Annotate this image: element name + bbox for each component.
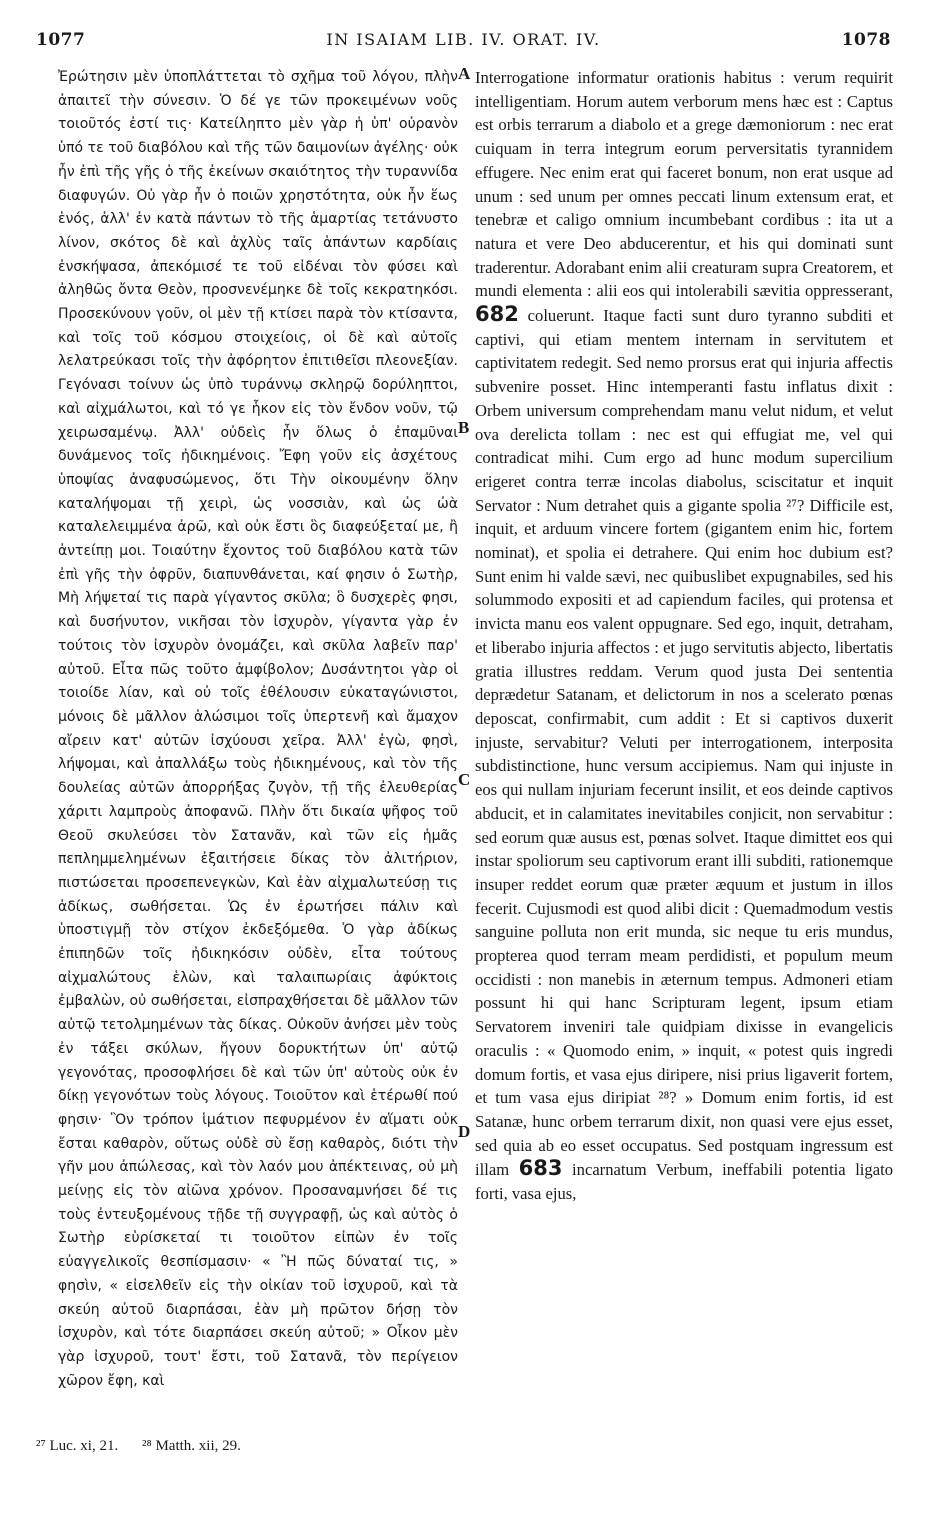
- margin-letter-b: B: [458, 418, 470, 437]
- latin-paragraph: [475, 66, 893, 1206]
- margin-letter-a: A: [458, 64, 471, 83]
- margin-letter-c: C: [458, 770, 471, 789]
- column-marker-683: 683: [518, 1156, 563, 1181]
- greek-column: [58, 66, 458, 1393]
- greek-paragraph: Ἐρώτησιν μὲν ὑποπλάττεται τὸ σχῆμα τοῦ λόγου, πλὴν ἀπαιτεῖ τὴν σύνεσιν. Ὁ δέ γε τῶν προκειμένων νοῦς τοιοῦτός ἐστί τις· Κατείληπτο μὲν γὰρ ἡ ὑπ' οὐρανὸν ὑπό τε τοῦ διαβόλου καὶ τῆς τῶν δαιμονίων ἀγέλης· οὐκ ἦν ἐπὶ τῆς γῆς ὁ τῆς ἐκείνων σκαιότητος τὴν τυραννίδα διαφυγών. Οὐ γὰρ ἦν ὁ ποιῶν χρηστότητα, οὐκ ἦν ἕως ἑνός, ἀλλ' ἐν κατὰ πάντων τὸ τῆς ἁμαρτίας τετάνυστο λίνον, σκότος δὲ καὶ ἀχλὺς ταῖς ἁπάντων καρδίαις ἐνσκήψασα, ἀπεκόμισέ τε τοῦ εἰδέναι τὸν φύσει καὶ ἀληθῶς ὄντα Θεὸν, προσνενέμηκε δὲ τοῖς κεκρατηκόσι. Προσεκύνουν γοῦν, οἱ μὲν τῇ κτίσει παρὰ τὸν κτίσαντα, καὶ τοῖς τοῦ κόσμου στοιχείοις, οἱ δὲ καὶ αὐτοῖς λελατρεύκασι τοῖς τὴν ἀφόρητον ἐπιτιθεῖσι πλεονεξίαν. Γεγόνασι τοίνυν ὡς ὑπὸ τυράννῳ σκληρῷ δορύληπτοι, καὶ αἰχμάλωτοι, καὶ τό γε ἧκον εἰς τὸν ἔνδον νοῦν, τῷ χειρωσαμένῳ. Ἀλλ' οὐδεὶς ἦν ὅλως ὁ ἐπαμῦναι δυνάμενος τοῖς ἠδικημένοις. Ἔφη γοῦν εἰς ἀσχέτους ὑποψίας ἀναφυσώμενος, ὅτι Τὴν οἰκουμένην ὅλην καταλήψομαι τῇ χειρὶ, ὡς νοσσιὰν, καὶ ὡς ὠὰ καταλελειμμένα ἀρῶ, καὶ οὐκ ἔστι ὃς διαφεύξεταί με, ἢ ἀντείπῃ μοι. Τοιαύτην ἔχοντος τοῦ διαβόλου κατὰ τῶν ἐπὶ γῆς τὴν ὀφρῦν, διαπυνθάνεται, καί φησιν ὁ Σωτὴρ, Μὴ λήψεταί τις παρὰ γίγαντος σκῦλα; ὃ δυσχερὲς φησι, καὶ δυσήνυτον, νικῆσαι τὸν ἰσχυρὸν, γίγαντα γὰρ ἐν τούτοις τὸν ἰσχυρὸν ὀνομάζει, καὶ σκῦλα λαβεῖν παρ' αὐτοῦ. Εἶτα πῶς τοῦτο ἀμφίβολον; Δυσάντητοι γὰρ οἱ τοιοίδε λίαν, καὶ οὐ τοῖς ἐθέλουσιν εὐκαταγώνιστοι, μόνοις δὲ μᾶλλον ἁλώσιμοι τοῖς ὑπερτενῆ καὶ ἄμαχον αἴρειν κατ' αὐτῶν ἰσχύουσι χεῖρα. Ἀλλ' ἐγὼ, φησὶ, λήψομαι, καὶ ἀπαλλάξω τοὺς ἠδικημένους, καὶ τὸν τῆς δουλείας αὐτῶν ἀπορρήξας ζυγὸν, τῇ τῆς ἐλευθερίας χάριτι λαμπροὺς ἀποφανῶ. Πλὴν ὅτι δικαία ψῆφος τοῦ Θεοῦ σκυλεύσει τὸν Σατανᾶν, καὶ τῶν εἰς ἡμᾶς πεπλημμελημένων ἐξαιτήσειε δίκας τὸν ἀλιτήριον, πιστώσεται προσεπενεγκὼν, Καὶ ἐὰν αἰχμαλωτεύσῃ τις ἀδίκως, σωθήσεται. Ὡς ἐν ἐρωτήσει πάλιν καὶ ὑποστιγμῇ τὸν στίχον ἐκδεξόμεθα. Ὁ γὰρ ἀδίκως ἐπιπηδῶν τοῖς ἠδικηκόσιν οὐδὲν, εἶτα τούτους αἰχμαλώτους ἑλὼν, καὶ ταλαιπωρίαις ἀφύκτοις ἐμβαλὼν, οὐ σωθήσεται, εἰσπραχθήσεται δὲ μᾶλλον τῶν αὐτῷ τετολμημένων τὰς δίκας. Οὐκοῦν ἀνήσει μὲν τοὺς ἐν τάξει σκύλων, ἤγουν δορυκτήτων ὑπ' αὐτῷ γεγονότας, προσοφλήσει δὲ καὶ τῶν ὑπ' αὐτοὺς οὐκ ἐν δίκῃ γεγονότων τοὺς λόγους. Τοιοῦτον καὶ ἑτέρωθί πού φησιν· Ὃν τρόπον ἱμάτιον πεφυρμένον ἐν αἵματι οὐκ ἔσται καθαρὸν, οὕτως οὐδὲ σὺ ἔσῃ καθαρὸς, διότι τὴν γῆν μου ἀπώλεσας, καὶ τὸν λαόν μου ἀπέκτεινας, οὐ μὴ μείνῃς εἰς τὸν αἰῶνα χρόνον. Προσαναμνήσει δέ τις τοὺς ἐντευξομένους τῇδε τῇ συγγραφῇ, ὡς καὶ αὐτὸς ὁ Σωτὴρ εὑρίσκεταί τι τοιοῦτον εἰπὼν ἐν τοῖς εὐαγγελικοῖς θεσπίσμασιν· « Ἢ πῶς δύναταί τις, » φησὶν, « εἰσελθεῖν εἰς τὴν οἰκίαν τοῦ ἰσχυροῦ, καὶ τὰ σκεύη αὐτοῦ διαρπάσαι, ἐὰν μὴ πρῶτον δήσῃ τὸν ἰσχυρὸν, καὶ τότε διαρπάσει σκεύη αὐτοῦ; » Οἶκον μὲν γὰρ ἰσχυροῦ, τουτ' ἔστι, τοῦ Σατανᾶ, τὸν περίγειον χῶρον ἔφη, καὶ: [58, 69, 458, 1389]
- running-title: IN ISAIAM LIB. IV. ORAT. IV.: [326, 30, 601, 49]
- latin-column: [475, 66, 893, 1206]
- footnotes: [36, 1438, 261, 1455]
- left-page-number: 1077: [36, 30, 86, 50]
- latin-text-2: coluerunt. Itaque facti sunt duro tyranno subditi et captivi, qui etiam mentem internam in servitutem et captivitatem redegit. Sed nemo prorsus erat qui injuria affectis subvenire posset. Hinc intemperanti fastu inflatus dixit : Orbem universum comprehendam manu velut nidum, et velut ova derelicta tollam : nec est qui effugiat me, vel qui contradicat mihi. Cum ergo ad hunc modum supercilium erigeret contra terræ incolas diabolus, sciscitatur et inquit Servator : Num detrahet quis a gigante spolia ²⁷? Difficile est, inquit, et arduum vincere fortem (gigantem enim hic, fortem nominat), et spolia ei detrahere. Qui enim hoc dubium est? Sunt enim hi valde sævi, nec quibuslibet expugnabiles, sed his solummodo expositi et ad capiendum faciles, qui protensa et invicta manu eos valent oppugnare. Sed ego, inquit, detraham, et liberabo injuria affectos : et jugo servitutis abjecto, libertatis gratia illustres reddam. Verum quod justa Dei sententia deprædetur Satanam, et delictorum in nos a scelerato pœnas deposcat, confirmabit, cum addit : Et si captivos duxerit injuste, servabitur? Veluti per interrogationem, interposita subdistinctione, hunc versum accipiemus. Nam qui injuste in eos qui nullam injuriam fecerunt insilit, et eos deinde captivos abducit, et in calamitates inevitabiles conjicit, non servabitur : sed eorum quæ ausus est, pœnas solvet. Itaque dimittet eos qui instar spoliorum seu captivorum erant illi subditi, rationemque insuper reddet eorum quæ præter æquum et justum in illos fecerit. Cujusmodi est quod alibi dicit : Quemadmodum vestis sanguine polluta non erit munda, sic neque tu eris mundus, propterea quod terram meam perdidisti, et populum meum occidisti : non manebis in æternum tempus. Admoneri etiam possunt hi qui hanc Scripturam legent, ipsum etiam Servatorem inveniri tale quidpiam dixisse in evangelicis oraculis : « Quomodo enim, » inquit, « potest quis ingredi domum fortis, et vasa ejus diripere, nisi prius ligaverit fortem, et tum vasa ejus diripiat ²⁸? » Domum enim fortis, id est Satanæ, hunc orbem terrarum dixit, non quasi vere ejus esset, sed quia ab eo esset occupatus. Sed postquam ingressum est illam: [475, 306, 893, 1180]
- footnote-28: ²⁸ Matth. xii, 29.: [141, 1438, 241, 1454]
- margin-letter-d: D: [458, 1122, 471, 1141]
- footnote-27: ²⁷ Luc. xi, 21.: [36, 1438, 119, 1454]
- latin-text-1: Interrogatione informatur orationis habitus : verum requirit intelligentiam. Horum autem verborum mens hæc est : Captus est orbis terrarum a diabolo et a grege dæmoniorum : nec erat cuiquam in terra integrum eorum perversitatis tyrannidem effugere. Nec enim erat qui faceret bonum, non erat usque ad unum : sed unum per omnes peccati linum extensum erat, et tenebræ et caligo omnium incumbebant cordibus : ita ut a natura et vere Deo abducerentur, et his qui dominati sunt traderentur. Adorabant enim alii creaturam supra Creatorem, et mundi elementa : alii eos qui intolerabili sævitia oppresserant,: [475, 68, 893, 301]
- latin-text-3: incarnatum Verbum, ineffabili potentia ligato forti, vasa ejus,: [475, 1160, 893, 1204]
- column-marker-682: 682: [475, 302, 519, 327]
- page-header: [36, 30, 891, 58]
- right-page-number: 1078: [841, 30, 891, 50]
